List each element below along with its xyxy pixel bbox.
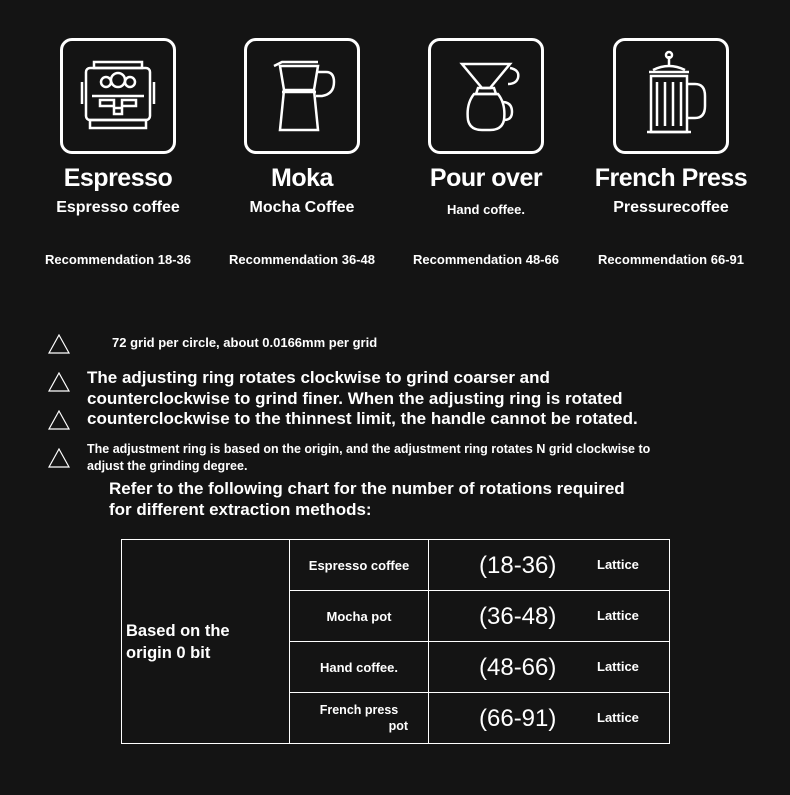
method-pour-over — [394, 38, 578, 267]
table-cell-range — [429, 693, 669, 743]
table-cell-method: Espresso coffee — [290, 540, 429, 590]
table-cell-method — [290, 693, 429, 743]
table-row — [290, 591, 670, 642]
range-unit: Lattice — [597, 557, 639, 572]
pour-over-icon — [428, 38, 544, 154]
triangle-bullet-icon — [48, 448, 70, 468]
range-unit: Lattice — [597, 710, 639, 725]
table-row — [290, 642, 670, 693]
method-subtitle: Pressurecoffee — [613, 199, 729, 216]
triangle-bullet-icon — [48, 372, 70, 392]
table-cell-range — [429, 591, 669, 641]
french-press-icon — [613, 38, 729, 154]
note-line: The adjusting ring rotates clockwise to grind coarser and — [87, 368, 550, 387]
note-line: for different extraction methods: — [109, 500, 372, 519]
table-cell-method: Mocha pot — [290, 591, 429, 641]
note-line: adjust the grinding degree. — [87, 458, 248, 473]
method-recommendation: Recommendation 36-48 — [229, 252, 375, 267]
table-row — [290, 693, 670, 743]
method-french-press — [579, 38, 763, 267]
note-line: counterclockwise to grind finer. When the adjusting ring is rotated — [87, 388, 623, 408]
method-line: pot — [388, 719, 408, 733]
origin-label-line: origin 0 bit — [126, 644, 211, 662]
range-value: (36-48) — [479, 603, 557, 630]
method-name: Espresso — [63, 164, 173, 192]
note-line: Refer to the following chart for the number of rotations required — [109, 479, 625, 498]
espresso-machine-icon — [60, 38, 176, 154]
range-unit: Lattice — [597, 608, 639, 623]
method-recommendation: Recommendation 66-91 — [598, 252, 744, 267]
table-cell-range — [429, 540, 669, 590]
range-value: (48-66) — [479, 654, 557, 681]
note-origin — [87, 441, 650, 474]
origin-label-line: Based on the — [126, 622, 230, 640]
rotation-table — [121, 539, 670, 744]
method-line: French press — [319, 703, 399, 717]
method-espresso — [26, 38, 210, 267]
triangle-bullet-icon — [48, 410, 70, 430]
method-subtitle: Hand coffee. — [446, 202, 525, 217]
note-line: The adjustment ring is based on the origin, and the adjustment ring rotates N grid clockwise to — [87, 442, 651, 456]
method-name: Pour over — [429, 164, 543, 192]
origin-cell — [122, 540, 290, 743]
moka-pot-icon — [244, 38, 360, 154]
range-value: (18-36) — [479, 552, 557, 579]
note-refer-chart — [109, 478, 625, 520]
range-value: (66-91) — [479, 705, 557, 732]
method-subtitle: Espresso coffee — [56, 199, 180, 216]
table-cell-method: Hand coffee. — [290, 642, 429, 692]
method-subtitle: Mocha Coffee — [249, 199, 355, 216]
method-recommendation: Recommendation 18-36 — [45, 252, 191, 267]
note-grid: 72 grid per circle, about 0.0166mm per grid — [112, 335, 378, 350]
method-name: French Press — [594, 164, 748, 192]
method-recommendation: Recommendation 48-66 — [413, 252, 559, 267]
range-unit: Lattice — [597, 659, 639, 674]
method-name: Moka — [271, 164, 333, 192]
note-line: counterclockwise to the thinnest limit, the handle cannot be rotated. — [87, 409, 638, 428]
origin-label — [126, 620, 230, 664]
table-cell-range — [429, 642, 669, 692]
triangle-bullet-icon — [48, 334, 70, 354]
table-row — [290, 540, 670, 591]
note-adjusting-ring — [87, 368, 638, 430]
method-moka — [210, 38, 394, 267]
